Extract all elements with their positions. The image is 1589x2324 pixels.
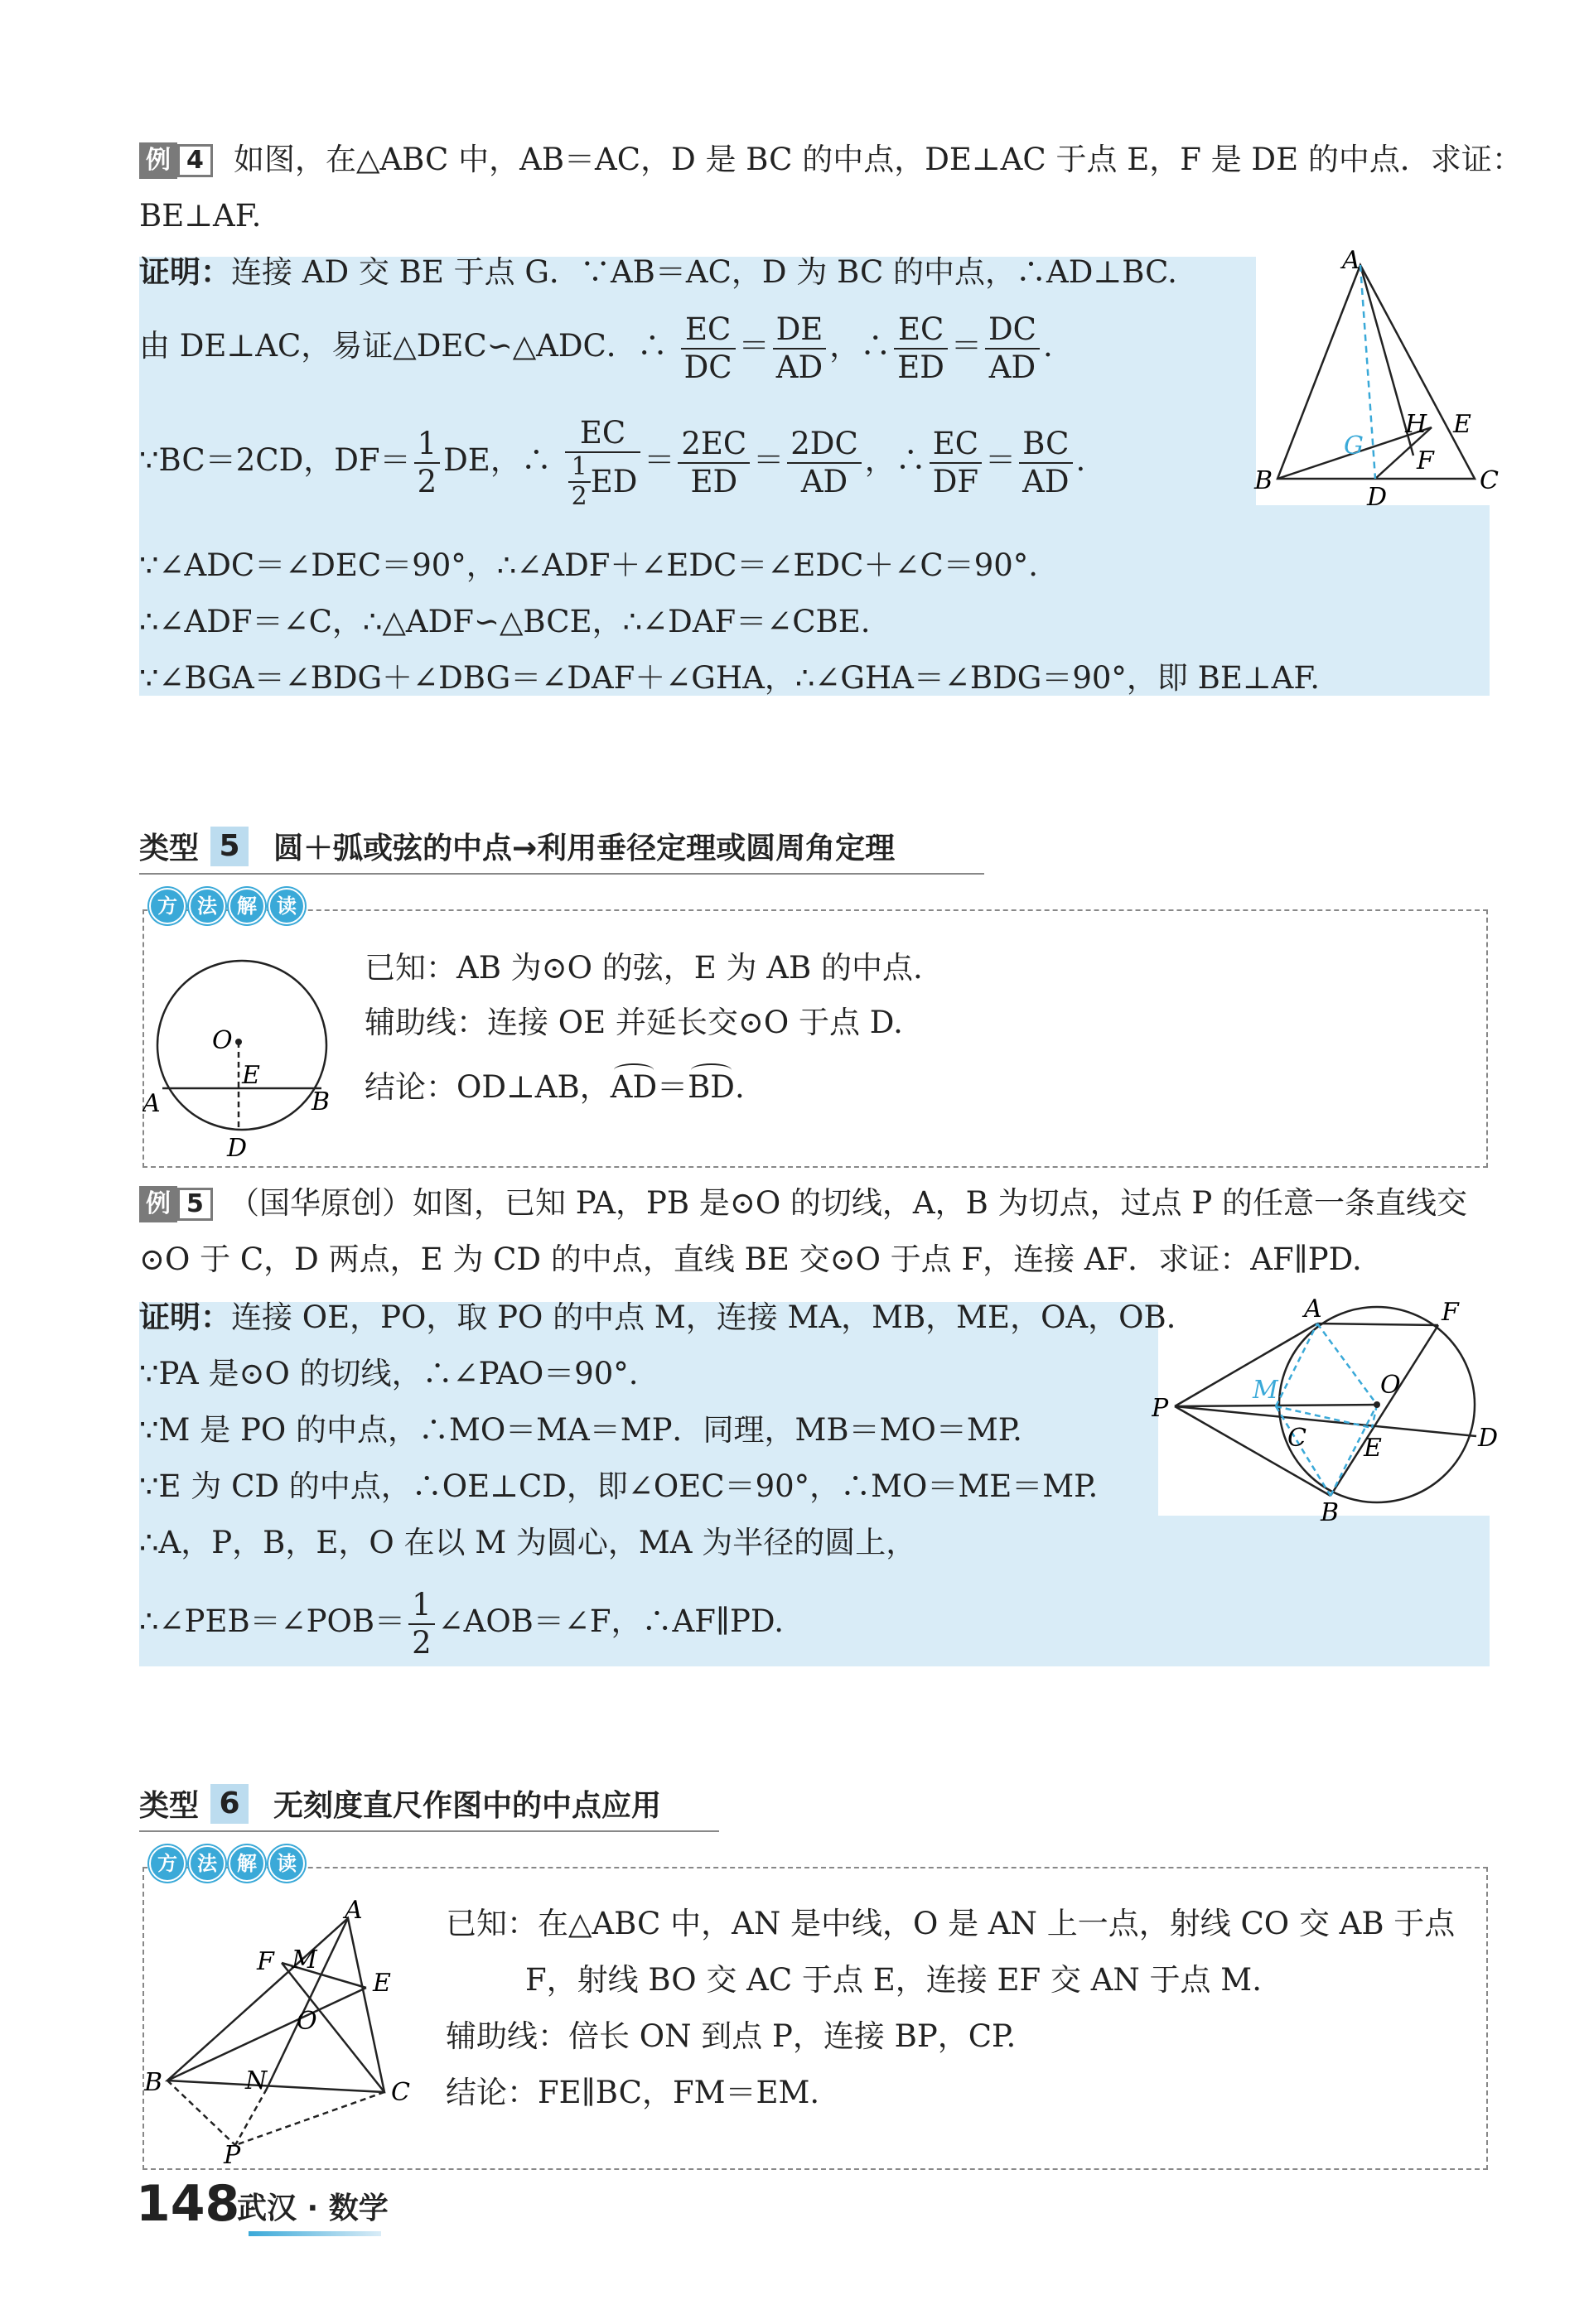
fig4-label-G: G — [1344, 432, 1364, 460]
example-4-proof-l4: ∵∠ADC＝∠DEC＝90°，∴∠ADF＋∠EDC＝∠EDC＋∠C＝90°. — [139, 547, 1039, 583]
example-4-figure — [1251, 248, 1500, 513]
fig4-label-F: F — [1417, 446, 1434, 475]
fig-ex5-label-P: P — [1152, 1394, 1169, 1423]
fig-ex5-label-F: F — [1442, 1298, 1459, 1327]
example-5-proof-l3: ∵M 是 PO 的中点，∴MO＝MA＝MP．同理，MB＝MO＝MP. — [139, 1412, 1022, 1448]
example-4-proof-l3: ∵BC＝2CD，DF＝ $\frac{1}{2}$ DE，∴ EC $\frac{1}{2}$ ED ＝ $\frac{2EC}{ED}$ ＝ $\frac{2DC}{AD}$ ，∴ $\frac{EC}{DF}$ ＝ $\frac{BC}{AD}$ . — [139, 414, 1086, 511]
arc-BD: BD — [688, 1067, 735, 1108]
example-5-tag: 例 5 — [139, 1186, 213, 1222]
example-5-proof-l4: ∵E 为 CD 的中点，∴OE⊥CD，即∠OEC＝90°，∴MO＝ME＝MP. — [139, 1468, 1099, 1504]
fig4-label-C: C — [1480, 466, 1499, 495]
fig-ex5-label-D: D — [1478, 1424, 1499, 1453]
example-4-proof-l2: 由 DE⊥AC，易证△DEC∽△ADC．∴ $\frac{EC}{DC}$ ＝ $\frac{DE}{AD}$ ，∴ $\frac{EC}{ED}$ ＝ $\frac{DC}{AD}$ . — [139, 311, 1053, 385]
type-5-conclusion: 结论：OD⊥AB， AD＝ BD. — [365, 1067, 745, 1108]
fig6-label-A: A — [345, 1897, 363, 1925]
example-4-problem-line2: BE⊥AF. — [139, 198, 262, 234]
type-5-known: 已知：AB 为⊙O 的弦，E 为 AB 的中点. — [365, 950, 923, 986]
example-4-problem-line1: 如图，在△ABC 中，AB＝AC，D 是 BC 的中点，DE⊥AC 于点 E，F 是 DE 的中点．求证： — [234, 142, 1523, 177]
fig4-label-E: E — [1453, 410, 1471, 439]
type-6-heading: 类型 6 无刻度直尺作图中的中点应用 — [139, 1782, 661, 1825]
fig-ex5-label-C: C — [1287, 1424, 1306, 1453]
fig4-label-A: A — [1342, 248, 1360, 275]
fig6-label-E: E — [373, 1969, 391, 1998]
fig6-label-P: P — [224, 2141, 241, 2167]
fig6-label-B: B — [144, 2068, 163, 2097]
fig5-label-O: O — [212, 1026, 233, 1055]
type-6-aux: 辅助线：倍长 ON 到点 P，连接 BP，CP. — [446, 2018, 1017, 2054]
fig6-label-M: M — [292, 1946, 317, 1974]
example-5-proof-l1: 证明：连接 OE，PO，取 PO 的中点 M，连接 MA，MB，ME，OA，OB. — [139, 1299, 1176, 1335]
fig5-label-D: D — [227, 1134, 248, 1163]
fig4-label-B: B — [1254, 466, 1273, 495]
example-5-problem-line2: ⊙O 于 C，D 两点，E 为 CD 的中点，直线 BE 交⊙O 于点 F，连接 AF．求证：AF∥PD. — [139, 1242, 1362, 1277]
fig6-label-O: O — [297, 2007, 317, 2036]
fig6-label-F: F — [257, 1947, 274, 1976]
fig-ex5-label-O: O — [1380, 1371, 1401, 1400]
fig6-label-N: N — [245, 2066, 268, 2095]
fig6-label-C: C — [391, 2078, 410, 2107]
fig5-label-B: B — [312, 1087, 331, 1116]
fig-ex5-label-B: B — [1321, 1498, 1340, 1524]
example-4-tag: 例 4 — [139, 142, 213, 179]
type-5-heading: 类型 5 圆＋弧或弦的中点→利用垂径定理或圆周角定理 — [139, 825, 895, 867]
type-6-conclusion: 结论：FE∥BC，FM＝EM. — [446, 2075, 820, 2110]
footer-title: 武汉 · 数学 — [237, 2191, 389, 2225]
type-6-underline — [139, 1830, 719, 1832]
example-5-problem-line1: （国华原创）如图，已知 PA，PB 是⊙O 的切线，A，B 为切点，过点 P 的任意一条直线交 — [229, 1185, 1468, 1221]
fig4-label-H: H — [1405, 410, 1427, 439]
type-6-figure — [142, 1897, 424, 2167]
type-5-underline — [139, 873, 984, 875]
example-4-proof-l6: ∵∠BGA＝∠BDG＋∠DBG＝∠DAF＋∠GHA，∴∠GHA＝∠BDG＝90°，即 BE⊥AF. — [139, 660, 1321, 696]
fig4-label-D: D — [1367, 483, 1388, 512]
example-5-proof-l5: ∴A，P，B，E，O 在以 M 为圆心，MA 为半径的圆上， — [139, 1525, 917, 1560]
type-5-method-tag: 方 法 解 读 — [149, 888, 305, 924]
example-5-proof-l6: ∴∠PEB＝∠POB＝ $\frac{1}{2}$ ∠AOB＝∠F，∴AF∥PD. — [139, 1586, 785, 1661]
example-4-proof-l5: ∴∠ADF＝∠C，∴△ADF∽△BCE，∴∠DAF＝∠CBE. — [139, 604, 871, 639]
page-number: 148 — [136, 2175, 240, 2233]
arc-AD: AD — [611, 1067, 657, 1108]
type-5-figure — [142, 936, 341, 1168]
example-5-figure — [1152, 1292, 1500, 1524]
fig-ex5-label-E: E — [1364, 1434, 1382, 1463]
example-5-proof-l2: ∵PA 是⊙O 的切线，∴∠PAO＝90°. — [139, 1356, 639, 1391]
footer-accent-bar — [249, 2231, 381, 2236]
type-5-aux: 辅助线：连接 OE 并延长交⊙O 于点 D. — [365, 1005, 903, 1040]
type-6-method-tag: 方 法 解 读 — [149, 1845, 305, 1882]
example-4-proof-l1: 证明：连接 AD 交 BE 于点 G．∵AB＝AC，D 为 BC 的中点，∴AD⊥BC. — [139, 254, 1177, 290]
type-6-known-1: 已知：在△ABC 中，AN 是中线，O 是 AN 上一点，射线 CO 交 AB 于点 — [446, 1906, 1456, 1941]
fig5-label-A: A — [142, 1089, 161, 1118]
fig-ex5-label-M: M — [1253, 1376, 1278, 1405]
type-6-known-2: F，射线 BO 交 AC 于点 E，连接 EF 交 AN 于点 M. — [525, 1962, 1262, 1998]
fig-ex5-label-A: A — [1304, 1295, 1322, 1324]
fig5-label-E: E — [242, 1061, 260, 1090]
